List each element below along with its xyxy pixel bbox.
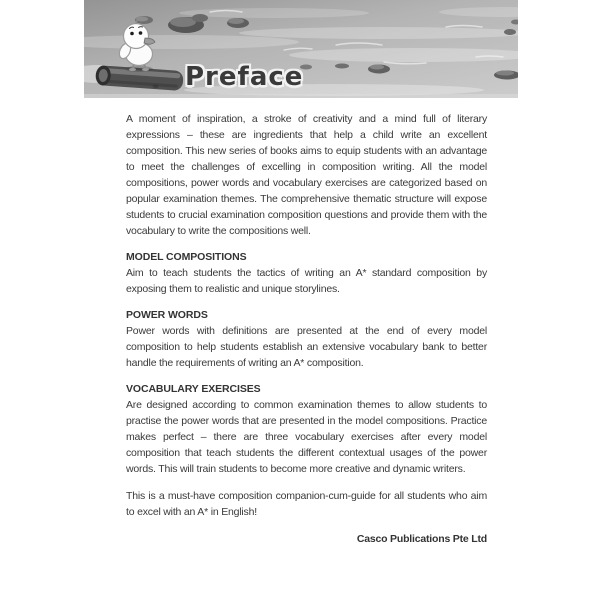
pond-banner [84, 0, 518, 98]
section-heading-power-words: POWER WORDS [126, 309, 208, 321]
closing-paragraph: This is a must-have composition companion-cum-guide for all students who aim to excel with an A* in English! [126, 490, 487, 518]
rock-icon [227, 18, 249, 28]
intro-paragraph: A moment of inspiration, a stroke of creativity and a mind full of literary expressions – these are ingredients that help a child write an excellent composition. This new series of books aims to equip students with an advantage to meet the challenges of excelling in composition writing. All the model compositions, power words and vocabulary exercises are categorized based on popular examination themes. The comprehensive thematic structure will expose students to crucial examination composition questions and provide them with the vocabulary to write the compositions well. [126, 113, 487, 237]
section-body-model-compositions: Aim to teach students the tactics of writing an A* standard composition by exposing them to realistic and unique storylines. [126, 267, 487, 295]
page-title: Preface [185, 62, 304, 92]
preface-text [126, 111, 487, 547]
publisher-signature: Casco Publications Pte Ltd [356, 533, 487, 545]
section-heading-model-compositions: MODEL COMPOSITIONS [126, 251, 247, 263]
rock-icon [368, 65, 390, 74]
section-body-power-words: Power words with definitions are presented at the end of every model composition to help students establish an extensive vocabulary bank to better handle the requirements of writing an A* composition. [126, 325, 487, 369]
section-body-vocabulary-exercises: Are designed according to common examination themes to allow students to practise the power words that are presented in the model compositions. Practice makes perfect – there are three vocabulary exercises after every model composition that teach students the different contextual usages of the power words. This will train students to become more creative and dynamic writers. [126, 399, 487, 475]
section-heading-vocabulary-exercises: VOCABULARY EXERCISES [126, 383, 261, 395]
